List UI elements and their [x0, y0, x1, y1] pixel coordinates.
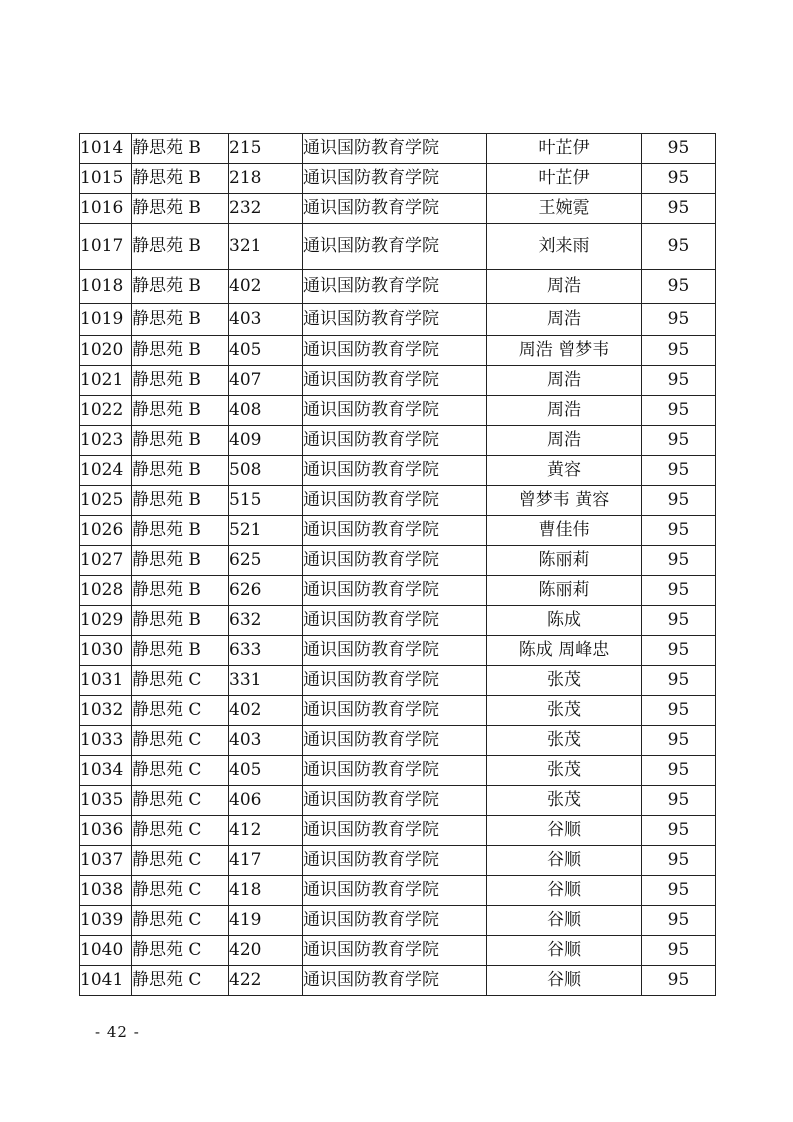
table-row [80, 194, 716, 224]
table-row [80, 134, 716, 164]
cell-score: 95 [642, 696, 716, 726]
cell-room: 412 [229, 816, 303, 846]
cell-building: 静思苑 C [132, 726, 229, 756]
cell-score: 95 [642, 726, 716, 756]
cell-college: 通识国防教育学院 [303, 336, 487, 366]
cell-room: 403 [229, 726, 303, 756]
table-row [80, 726, 716, 756]
cell-room: 232 [229, 194, 303, 224]
table-row [80, 786, 716, 816]
cell-building: 静思苑 C [132, 786, 229, 816]
cell-room: 406 [229, 786, 303, 816]
cell-room: 515 [229, 486, 303, 516]
cell-number: 1014 [80, 134, 132, 164]
cell-room: 403 [229, 304, 303, 336]
cell-number: 1034 [80, 756, 132, 786]
cell-room: 419 [229, 906, 303, 936]
table-row [80, 576, 716, 606]
cell-score: 95 [642, 936, 716, 966]
cell-room: 626 [229, 576, 303, 606]
cell-college: 通识国防教育学院 [303, 756, 487, 786]
table-row [80, 666, 716, 696]
cell-score: 95 [642, 194, 716, 224]
table-row [80, 456, 716, 486]
cell-name: 陈丽莉 [487, 576, 642, 606]
table-row [80, 906, 716, 936]
table-row [80, 516, 716, 546]
cell-college: 通识国防教育学院 [303, 194, 487, 224]
table-row [80, 486, 716, 516]
table-row [80, 756, 716, 786]
cell-college: 通识国防教育学院 [303, 546, 487, 576]
cell-score: 95 [642, 336, 716, 366]
cell-number: 1032 [80, 696, 132, 726]
table-row [80, 696, 716, 726]
cell-score: 95 [642, 456, 716, 486]
cell-score: 95 [642, 636, 716, 666]
cell-building: 静思苑 B [132, 576, 229, 606]
cell-score: 95 [642, 606, 716, 636]
cell-college: 通识国防教育学院 [303, 846, 487, 876]
cell-name: 周浩 [487, 366, 642, 396]
cell-number: 1015 [80, 164, 132, 194]
table-row [80, 224, 716, 270]
cell-number: 1026 [80, 516, 132, 546]
cell-building: 静思苑 B [132, 270, 229, 304]
cell-room: 625 [229, 546, 303, 576]
cell-college: 通识国防教育学院 [303, 636, 487, 666]
cell-building: 静思苑 B [132, 516, 229, 546]
cell-building: 静思苑 B [132, 426, 229, 456]
cell-room: 321 [229, 224, 303, 270]
table-row [80, 816, 716, 846]
cell-name: 周浩 [487, 426, 642, 456]
cell-college: 通识国防教育学院 [303, 486, 487, 516]
table-row [80, 426, 716, 456]
cell-name: 谷顺 [487, 816, 642, 846]
cell-score: 95 [642, 164, 716, 194]
table-body [80, 134, 716, 996]
cell-score: 95 [642, 396, 716, 426]
cell-number: 1016 [80, 194, 132, 224]
cell-building: 静思苑 B [132, 224, 229, 270]
cell-name: 王婉霓 [487, 194, 642, 224]
page-number: - 42 - [95, 1023, 140, 1041]
cell-score: 95 [642, 486, 716, 516]
cell-score: 95 [642, 516, 716, 546]
cell-name: 陈成 [487, 606, 642, 636]
cell-room: 633 [229, 636, 303, 666]
cell-room: 402 [229, 270, 303, 304]
cell-number: 1027 [80, 546, 132, 576]
table-row [80, 966, 716, 996]
cell-building: 静思苑 B [132, 396, 229, 426]
cell-score: 95 [642, 816, 716, 846]
cell-score: 95 [642, 270, 716, 304]
cell-building: 静思苑 B [132, 486, 229, 516]
cell-name: 周浩 [487, 396, 642, 426]
table-row [80, 304, 716, 336]
cell-name: 张茂 [487, 786, 642, 816]
cell-college: 通识国防教育学院 [303, 426, 487, 456]
table-row [80, 936, 716, 966]
cell-score: 95 [642, 576, 716, 606]
cell-college: 通识国防教育学院 [303, 164, 487, 194]
cell-building: 静思苑 B [132, 336, 229, 366]
cell-name: 谷顺 [487, 846, 642, 876]
cell-building: 静思苑 B [132, 134, 229, 164]
cell-building: 静思苑 B [132, 456, 229, 486]
cell-building: 静思苑 B [132, 164, 229, 194]
cell-college: 通识国防教育学院 [303, 304, 487, 336]
cell-number: 1020 [80, 336, 132, 366]
cell-building: 静思苑 C [132, 936, 229, 966]
cell-college: 通识国防教育学院 [303, 816, 487, 846]
cell-room: 402 [229, 696, 303, 726]
cell-college: 通识国防教育学院 [303, 134, 487, 164]
cell-room: 405 [229, 756, 303, 786]
cell-building: 静思苑 C [132, 816, 229, 846]
cell-building: 静思苑 C [132, 966, 229, 996]
cell-name: 谷顺 [487, 876, 642, 906]
cell-name: 张茂 [487, 696, 642, 726]
cell-room: 405 [229, 336, 303, 366]
cell-college: 通识国防教育学院 [303, 456, 487, 486]
cell-college: 通识国防教育学院 [303, 576, 487, 606]
cell-score: 95 [642, 366, 716, 396]
cell-name: 周浩 [487, 304, 642, 336]
cell-number: 1022 [80, 396, 132, 426]
cell-name: 刘来雨 [487, 224, 642, 270]
cell-room: 422 [229, 966, 303, 996]
cell-room: 407 [229, 366, 303, 396]
cell-room: 331 [229, 666, 303, 696]
cell-name: 张茂 [487, 726, 642, 756]
cell-number: 1036 [80, 816, 132, 846]
cell-name: 张茂 [487, 756, 642, 786]
cell-number: 1038 [80, 876, 132, 906]
cell-number: 1018 [80, 270, 132, 304]
cell-building: 静思苑 B [132, 546, 229, 576]
cell-number: 1037 [80, 846, 132, 876]
cell-number: 1039 [80, 906, 132, 936]
table-row [80, 270, 716, 304]
cell-score: 95 [642, 876, 716, 906]
cell-number: 1028 [80, 576, 132, 606]
cell-number: 1021 [80, 366, 132, 396]
cell-name: 陈丽莉 [487, 546, 642, 576]
cell-building: 静思苑 C [132, 876, 229, 906]
cell-name: 曹佳伟 [487, 516, 642, 546]
dormitory-score-table [79, 133, 716, 996]
cell-room: 632 [229, 606, 303, 636]
table-row [80, 366, 716, 396]
cell-name: 谷顺 [487, 966, 642, 996]
cell-college: 通识国防教育学院 [303, 270, 487, 304]
table-row [80, 846, 716, 876]
cell-name: 周浩 曾梦韦 [487, 336, 642, 366]
cell-building: 静思苑 C [132, 906, 229, 936]
cell-room: 521 [229, 516, 303, 546]
cell-name: 陈成 周峰忠 [487, 636, 642, 666]
cell-college: 通识国防教育学院 [303, 936, 487, 966]
cell-building: 静思苑 B [132, 194, 229, 224]
cell-room: 417 [229, 846, 303, 876]
cell-building: 静思苑 C [132, 696, 229, 726]
cell-college: 通识国防教育学院 [303, 786, 487, 816]
cell-name: 叶芷伊 [487, 164, 642, 194]
cell-score: 95 [642, 546, 716, 576]
cell-college: 通识国防教育学院 [303, 696, 487, 726]
cell-number: 1024 [80, 456, 132, 486]
table-row [80, 876, 716, 906]
table-row [80, 396, 716, 426]
table-row [80, 336, 716, 366]
cell-score: 95 [642, 846, 716, 876]
cell-room: 215 [229, 134, 303, 164]
cell-number: 1031 [80, 666, 132, 696]
cell-score: 95 [642, 756, 716, 786]
cell-room: 508 [229, 456, 303, 486]
cell-college: 通识国防教育学院 [303, 726, 487, 756]
cell-college: 通识国防教育学院 [303, 906, 487, 936]
cell-college: 通识国防教育学院 [303, 966, 487, 996]
cell-number: 1033 [80, 726, 132, 756]
table-row [80, 164, 716, 194]
cell-score: 95 [642, 134, 716, 164]
cell-building: 静思苑 B [132, 304, 229, 336]
cell-room: 420 [229, 936, 303, 966]
cell-room: 218 [229, 164, 303, 194]
cell-number: 1023 [80, 426, 132, 456]
cell-name: 曾梦韦 黄容 [487, 486, 642, 516]
table-row [80, 606, 716, 636]
cell-number: 1019 [80, 304, 132, 336]
cell-college: 通识国防教育学院 [303, 606, 487, 636]
cell-building: 静思苑 C [132, 846, 229, 876]
cell-building: 静思苑 B [132, 366, 229, 396]
cell-name: 谷顺 [487, 936, 642, 966]
cell-number: 1030 [80, 636, 132, 666]
cell-score: 95 [642, 906, 716, 936]
cell-number: 1035 [80, 786, 132, 816]
cell-name: 张茂 [487, 666, 642, 696]
table-row [80, 546, 716, 576]
cell-number: 1017 [80, 224, 132, 270]
cell-score: 95 [642, 426, 716, 456]
cell-number: 1040 [80, 936, 132, 966]
cell-college: 通识国防教育学院 [303, 224, 487, 270]
cell-college: 通识国防教育学院 [303, 366, 487, 396]
cell-score: 95 [642, 224, 716, 270]
cell-building: 静思苑 C [132, 756, 229, 786]
cell-number: 1041 [80, 966, 132, 996]
cell-college: 通识国防教育学院 [303, 396, 487, 426]
cell-building: 静思苑 B [132, 606, 229, 636]
cell-score: 95 [642, 304, 716, 336]
cell-building: 静思苑 C [132, 666, 229, 696]
cell-room: 409 [229, 426, 303, 456]
cell-college: 通识国防教育学院 [303, 876, 487, 906]
cell-room: 408 [229, 396, 303, 426]
cell-number: 1025 [80, 486, 132, 516]
cell-name: 谷顺 [487, 906, 642, 936]
cell-name: 黄容 [487, 456, 642, 486]
cell-score: 95 [642, 666, 716, 696]
cell-college: 通识国防教育学院 [303, 516, 487, 546]
cell-building: 静思苑 B [132, 636, 229, 666]
cell-name: 叶芷伊 [487, 134, 642, 164]
cell-number: 1029 [80, 606, 132, 636]
cell-name: 周浩 [487, 270, 642, 304]
cell-room: 418 [229, 876, 303, 906]
cell-score: 95 [642, 966, 716, 996]
table-row [80, 636, 716, 666]
cell-score: 95 [642, 786, 716, 816]
cell-college: 通识国防教育学院 [303, 666, 487, 696]
